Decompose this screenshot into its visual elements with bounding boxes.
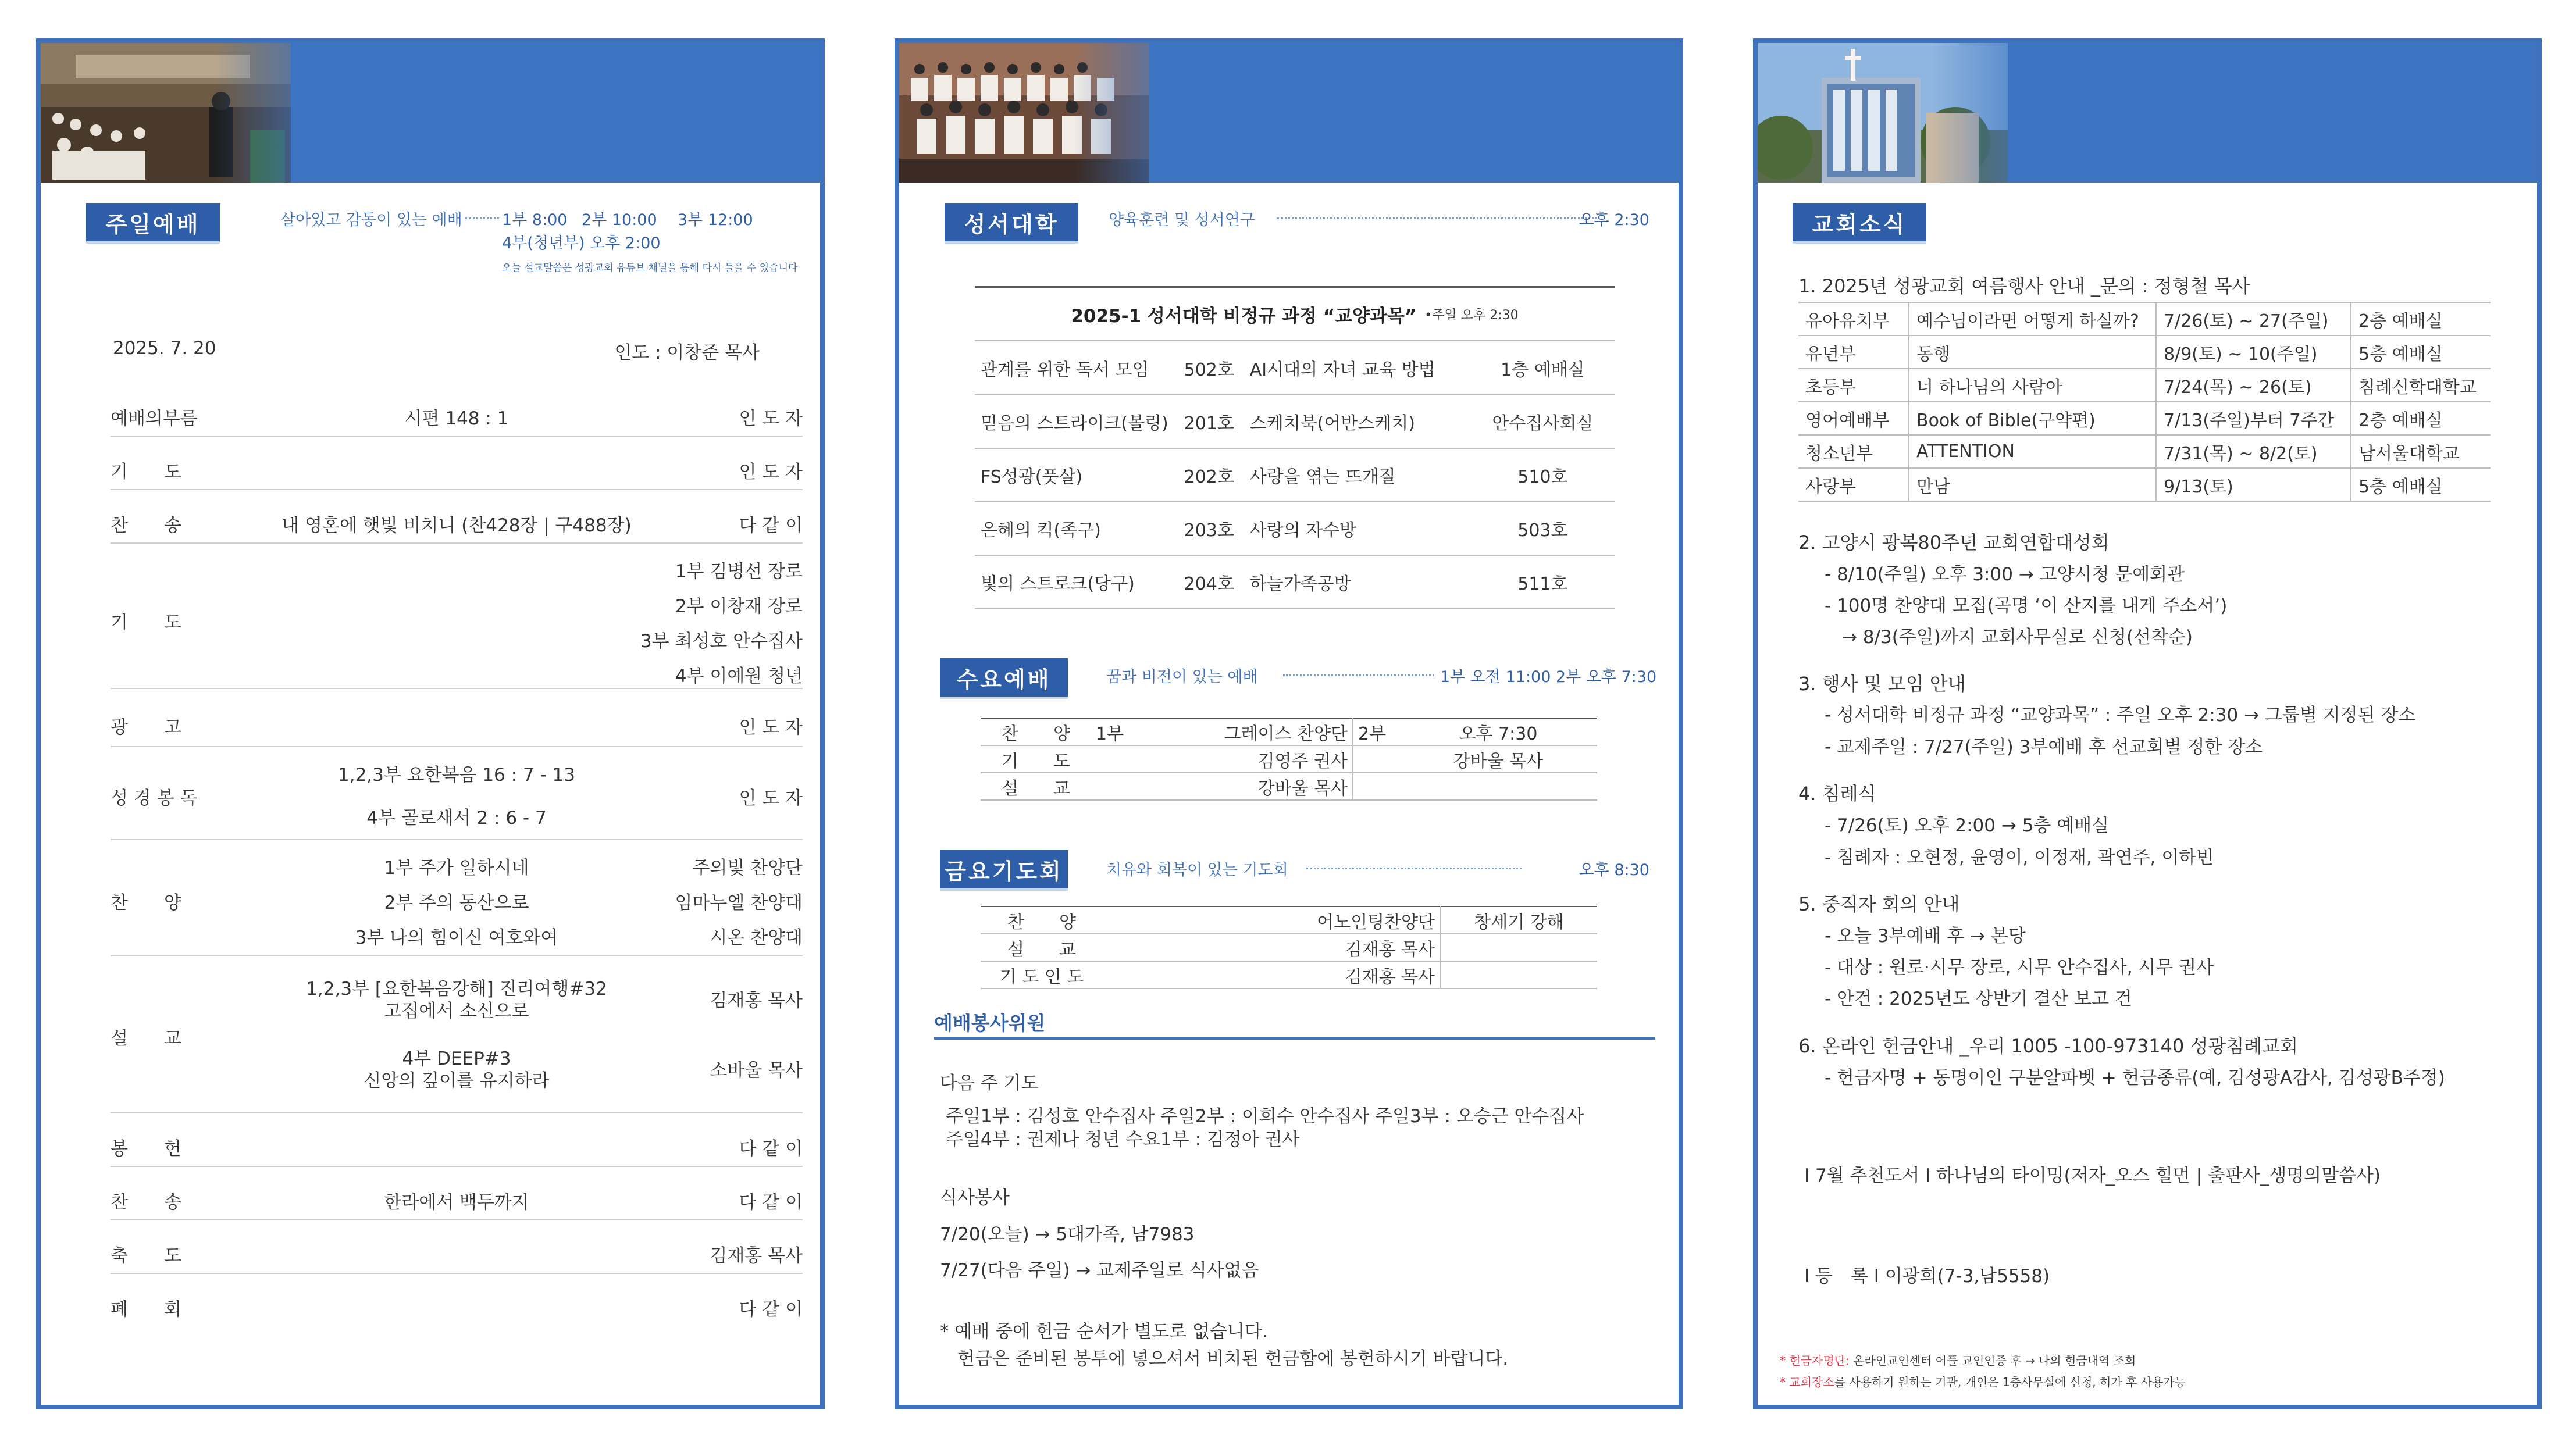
course-row-cell: 은혜의 킥(족구)	[975, 502, 1174, 555]
news-item-5-line: - 안건 : 2025년도 상반기 결산 보고 건	[1825, 988, 2132, 1009]
order-row: 성 경 봉 독 1,2,3부 요한복음 16 : 7 - 13 4부 골로새서 2 : 6 - 7 인 도 자	[111, 747, 803, 840]
course-table	[975, 286, 1615, 609]
offering-note: 헌금은 준비된 봉투에 넣으셔서 비치된 헌금함에 봉헌하시기 바랍니다.	[957, 1348, 1509, 1369]
wed-row-cell: 1부	[1091, 718, 1132, 745]
course-title: 2025-1 성서대학 비정규 과정 “교양과목”	[1071, 305, 1417, 327]
fri-row-cell	[1440, 961, 1597, 988]
course-row-cell: 사랑을 엮는 뜨개질	[1244, 448, 1471, 502]
service-time-2: 2부 10:00	[582, 211, 657, 229]
news-item-6-line: - 헌금자명 + 동명이인 구분알파벳 + 헌금종류(예, 김성광A감사, 김성광B주정)	[1825, 1068, 2445, 1088]
new-registration: I 등 록 I 이광희(7-3,남5558)	[1804, 1266, 2050, 1287]
wed-row-cell: 찬 양	[981, 718, 1091, 745]
offering-note: * 예배 중에 헌금 순서가 별도로 없습니다.	[940, 1321, 1268, 1342]
order-row: 설 교 1,2,3부 [요한복음강해] 진리여행#32 고집에서 소신으로 4부 DEEP#3 신앙의 깊이를 유지하라 김재홍 목사 소바울 목사	[111, 956, 803, 1113]
fri-row-cell: 찬 양	[981, 906, 1103, 934]
course-row-cell: 204호	[1174, 555, 1244, 609]
summer-row	[1798, 369, 2491, 402]
news-item-2-line: - 100명 찬양대 모집(곡명 ‘이 산지를 내게 주소서’)	[1825, 595, 2228, 616]
course-row	[975, 502, 1615, 555]
wed-row-cell: 오후 7:30	[1399, 718, 1597, 745]
summer-row	[1798, 302, 2491, 335]
course-row-cell: 201호	[1174, 395, 1244, 448]
order-row: 찬 송 내 영혼에 햇빛 비치니 (찬428장 | 구488장) 다 같 이	[111, 490, 803, 544]
summer-row	[1798, 468, 2491, 501]
service-time-4: 4부(청년부) 오후 2:00	[502, 234, 661, 252]
course-row-cell: AI시대의 자녀 교육 방법	[1244, 341, 1471, 395]
dotted-divider	[1277, 217, 1597, 219]
wed-table	[981, 718, 1597, 801]
order-row: 찬 양 1부 주가 일하시네 2부 주의 동산으로 3부 나의 힘이신 여호와여 주의빛 찬양단 임마누엘 찬양대 시온 찬양대	[111, 840, 803, 956]
course-row	[975, 555, 1615, 609]
summer-row-cell: 유아유치부	[1798, 302, 1909, 335]
volunteer-rule	[934, 1037, 1655, 1040]
news-item-5-title: 5. 중직자 회의 안내	[1798, 893, 1960, 915]
fri-row-cell	[1440, 934, 1597, 961]
news-item-2-line: - 8/10(주일) 오후 3:00 → 고양시청 문예회관	[1825, 564, 2185, 585]
service-time-1: 1부 8:00	[502, 211, 568, 229]
banner-fade	[1932, 43, 2060, 183]
dotted-divider	[1283, 674, 1434, 676]
meal-line: 7/20(오늘) → 5대가족, 남7983	[940, 1224, 1195, 1245]
dotted-divider	[1306, 868, 1522, 869]
order-row: 광 고 인 도 자	[111, 689, 803, 747]
summer-row-cell: 청소년부	[1798, 435, 1909, 468]
section-time: 오후 2:30	[1579, 211, 1649, 229]
next-prayer-line: 주일1부 : 김성호 안수집사 주일2부 : 이희수 안수집사 주일3부 : 오승근 안수집사	[946, 1106, 1584, 1127]
news-item-3-title: 3. 행사 및 모임 안내	[1798, 673, 1966, 695]
summer-row-cell: 예수님이라면 어떻게 하실까?	[1909, 302, 2156, 335]
section-label: 성서대학	[945, 203, 1078, 241]
summer-row-cell: 남서울대학교	[2351, 435, 2491, 468]
summer-row-cell: 5층 예배실	[2351, 335, 2491, 369]
fri-row-cell: 설 교	[981, 934, 1103, 961]
course-row-cell: FS성광(풋살)	[975, 448, 1174, 502]
news-item-1-title: 1. 2025년 성광교회 여름행사 안내 _문의 : 정형철 목사	[1798, 275, 2250, 297]
order-row: 기 도 인 도 자	[111, 437, 803, 490]
wed-row-cell	[1091, 745, 1132, 773]
fri-row-cell: 어노인팅찬양단	[1103, 906, 1440, 934]
summer-events-table	[1798, 302, 2491, 502]
summer-row	[1798, 435, 2491, 468]
recommended-book: I 7월 추천도서 I 하나님의 타이밍(저자_오스 힐먼 | 출판사_생명의말씀사)	[1804, 1165, 2381, 1186]
course-row-cell: 하늘가족공방	[1244, 555, 1471, 609]
news-item-5-line: - 오늘 3부예배 후 → 본당	[1825, 926, 2026, 947]
course-row-cell: 사랑의 자수방	[1244, 502, 1471, 555]
course-row-cell: 511호	[1471, 555, 1615, 609]
news-item-4-line: - 7/26(토) 오후 2:00 → 5층 예배실	[1825, 815, 2110, 836]
wed-row-cell: 기 도	[981, 745, 1091, 773]
wed-row-cell: 강바울 목사	[1132, 773, 1353, 800]
footnote-offering: * 헌금자명단: 온라인교인센터 어플 교인인증 후 → 나의 헌금내역 조회	[1780, 1354, 2136, 1368]
course-row-cell: 203호	[1174, 502, 1244, 555]
header-banner	[1758, 43, 2537, 183]
course-row-cell: 510호	[1471, 448, 1615, 502]
summer-row-cell: 너 하나님의 사람아	[1909, 369, 2156, 402]
course-row	[975, 395, 1615, 448]
fri-table	[981, 906, 1597, 989]
fri-row-cell: 창세기 강해	[1440, 906, 1597, 934]
course-row-cell: 믿음의 스트라이크(볼링)	[975, 395, 1174, 448]
summer-row-cell: 영어예배부	[1798, 402, 1909, 435]
worship-date: 2025. 7. 20	[113, 338, 216, 359]
news-item-2-title: 2. 고양시 광복80주년 교회연합대성회	[1798, 531, 2110, 554]
church-news-panel	[1753, 38, 2542, 1409]
fri-section-label: 금요기도회	[940, 850, 1068, 888]
course-row-cell: 1층 예배실	[1471, 341, 1615, 395]
wed-row	[981, 773, 1597, 800]
summer-row-cell: 초등부	[1798, 369, 1909, 402]
fri-row-cell: 기 도 인 도	[981, 961, 1103, 988]
banner-fade	[1074, 43, 1202, 183]
wed-row-cell: 2부	[1353, 718, 1399, 745]
order-row: 축 도 김재홍 목사	[111, 1220, 803, 1274]
summer-row-cell: 만남	[1909, 468, 2156, 501]
summer-row-cell: 5층 예배실	[2351, 468, 2491, 501]
news-item-5-line: - 대상 : 원로·시무 장로, 시무 안수집사, 시무 권사	[1825, 957, 2214, 978]
news-item-4-line: - 침례자 : 오현정, 윤영이, 이정재, 곽연주, 이하빈	[1825, 847, 2214, 868]
course-title-row	[975, 288, 1615, 341]
section-label: 교회소식	[1793, 203, 1926, 241]
wed-row-cell	[1091, 773, 1132, 800]
service-time-3: 3부 12:00	[678, 211, 753, 229]
course-row-cell: 202호	[1174, 448, 1244, 502]
course-row-cell: 스케치북(어반스케치)	[1244, 395, 1471, 448]
summer-row-cell: 9/13(토)	[2156, 468, 2351, 501]
section-label: 주일예배	[86, 203, 220, 241]
order-row: 폐 회 다 같 이	[111, 1299, 803, 1320]
wed-row-cell	[1399, 773, 1597, 800]
course-row-cell: 관계를 위한 독서 모임	[975, 341, 1174, 395]
fri-row	[981, 906, 1597, 934]
news-item-3-line: - 교제주일 : 7/27(주일) 3부예배 후 선교회별 정한 장소	[1825, 737, 2263, 758]
dotted-divider	[465, 217, 499, 219]
order-row: 예배의부름 시편 148 : 1 인 도 자	[111, 383, 803, 437]
wed-row	[981, 745, 1597, 773]
summer-row-cell: 2층 예배실	[2351, 302, 2491, 335]
summer-row	[1798, 335, 2491, 369]
fri-time: 오후 8:30	[1579, 861, 1649, 879]
course-row-cell: 안수집사회실	[1471, 395, 1615, 448]
order-row: 찬 송 한라에서 백두까지 다 같 이	[111, 1167, 803, 1220]
worship-leader: 인도 : 이창준 목사	[614, 342, 760, 363]
summer-row-cell: 7/31(목) ~ 8/2(토)	[2156, 435, 2351, 468]
course-list	[975, 341, 1615, 609]
course-row-cell: 503호	[1471, 502, 1615, 555]
footnote-venue: * 교회장소를 사용하기 원하는 기관, 개인은 1층사무실에 신청, 허가 후 사용가능	[1780, 1375, 2186, 1389]
summer-row-cell: 7/26(토) ~ 27(주일)	[2156, 302, 2351, 335]
section-subtitle: 살아있고 감동이 있는 예배	[280, 211, 462, 229]
meal-title: 식사봉사	[940, 1187, 1010, 1208]
summer-row-cell: 7/24(목) ~ 26(토)	[2156, 369, 2351, 402]
wed-row	[981, 718, 1597, 745]
wed-row-cell	[1353, 773, 1399, 800]
course-time: •주일 오후 2:30	[1424, 308, 1519, 323]
course-row-cell: 502호	[1174, 341, 1244, 395]
wed-section-label: 수요예배	[940, 658, 1068, 697]
wed-time: 1부 오전 11:00 2부 오후 7:30	[1440, 668, 1657, 686]
summer-row-cell: 유년부	[1798, 335, 1909, 369]
news-item-2-line: → 8/3(주일)까지 교회사무실로 신청(선착순)	[1842, 627, 2193, 648]
section-subtitle: 양육훈련 및 성서연구	[1109, 211, 1255, 229]
summer-row-cell: 7/13(주일)부터 7주간	[2156, 402, 2351, 435]
summer-row-cell: 2층 예배실	[2351, 402, 2491, 435]
next-prayer-line: 주일4부 : 권제나 청년 수요1부 : 김정아 권사	[946, 1129, 1300, 1150]
wed-row-cell: 설 교	[981, 773, 1091, 800]
news-item-3-line: - 성서대학 비정규 과정 “교양과목” : 주일 오후 2:30 → 그룹별 지정된 장소	[1825, 705, 2416, 726]
sunday-worship-panel	[36, 38, 825, 1409]
summer-row	[1798, 402, 2491, 435]
fri-row-cell: 김재홍 목사	[1103, 934, 1440, 961]
fri-row	[981, 961, 1597, 988]
volunteer-title: 예배봉사위원	[934, 1012, 1046, 1034]
wed-subtitle: 꿈과 비전이 있는 예배	[1106, 668, 1258, 686]
fri-row-cell: 김재홍 목사	[1103, 961, 1440, 988]
summer-row-cell: 침례신학대학교	[2351, 369, 2491, 402]
wed-row-cell: 그레이스 찬양단	[1132, 718, 1353, 745]
order-row: 기 도 1부 김병선 장로 2부 이창재 장로 3부 최성호 안수집사 4부 이예원 청년	[111, 544, 803, 689]
summer-row-cell: 동행	[1909, 335, 2156, 369]
order-row: 봉 헌 다 같 이	[111, 1113, 803, 1167]
news-item-4-title: 4. 침례식	[1798, 783, 1876, 805]
meal-line: 7/27(다음 주일) → 교제주일로 식사없음	[940, 1260, 1259, 1281]
summer-row-cell: ATTENTION	[1909, 435, 2156, 468]
wed-row-cell	[1353, 745, 1399, 773]
summer-row-cell: 8/9(토) ~ 10(주일)	[2156, 335, 2351, 369]
youtube-note: 오늘 설교말씀은 성광교회 유튜브 채널을 통해 다시 들을 수 있습니다	[502, 262, 798, 274]
header-banner	[899, 43, 1679, 183]
fri-subtitle: 치유와 회복이 있는 기도회	[1106, 861, 1288, 879]
course-row	[975, 448, 1615, 502]
bible-college-panel	[895, 38, 1683, 1409]
wed-row-cell: 김영주 권사	[1132, 745, 1353, 773]
summer-row-cell: Book of Bible(구약편)	[1909, 402, 2156, 435]
course-row	[975, 341, 1615, 395]
course-row-cell: 빛의 스트로크(당구)	[975, 555, 1174, 609]
banner-fade	[215, 43, 343, 183]
wed-row-cell: 강바울 목사	[1399, 745, 1597, 773]
summer-row-cell: 사랑부	[1798, 468, 1909, 501]
next-prayer-title: 다음 주 기도	[940, 1073, 1039, 1094]
fri-row	[981, 934, 1597, 961]
header-banner	[41, 43, 820, 183]
news-item-6-title: 6. 온라인 헌금안내 _우리 1005 -100-973140 성광침례교회	[1798, 1035, 2299, 1057]
